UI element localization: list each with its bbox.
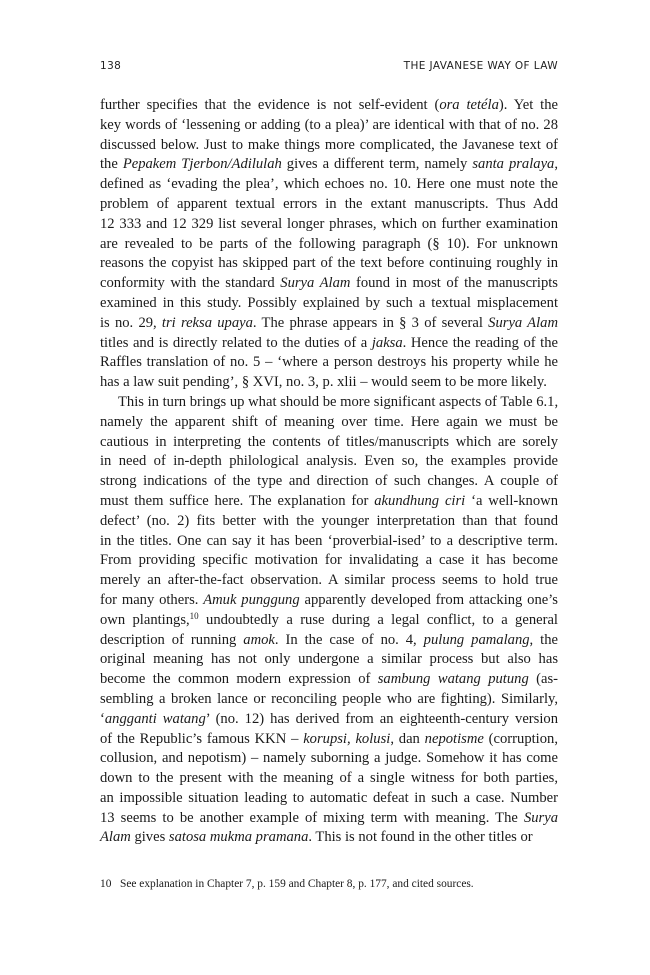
text-run: further specifies that the evidence is not self-evident ( <box>100 97 440 113</box>
text-run: description of running <box>100 631 244 648</box>
italic-term: korupsi <box>303 730 347 747</box>
text-run: titles and is directly related to the duties of a <box>100 334 372 351</box>
text-line <box>100 195 558 215</box>
italic-term: satosa mukma pramana <box>168 829 309 846</box>
text-run: sembling a broken lance or reconciling people who are fighting). Similarly, <box>100 690 558 707</box>
text-run: . This is not found in the other titles or <box>308 829 533 846</box>
text-line <box>100 551 558 571</box>
text-line <box>100 670 558 690</box>
text-line <box>100 314 558 334</box>
text-line <box>100 235 558 255</box>
text-run: This in turn brings up what should be more significant aspects of Table 6.1, <box>118 393 559 410</box>
italic-term: Amuk punggung <box>203 591 300 608</box>
text-run: of the Republic’s famous KKN – <box>100 730 304 747</box>
italic-term: pulung pamalang <box>423 631 530 648</box>
text-run: namely the apparent shift of meaning over time. Here again we must be <box>100 413 558 430</box>
text-line <box>100 96 558 116</box>
text-line <box>100 254 558 274</box>
italic-term: tri reksa upaya <box>161 314 253 331</box>
text-run: apparently developed from attacking one’s <box>299 591 558 608</box>
text-run: the <box>100 156 123 173</box>
paragraph <box>100 96 558 393</box>
text-line <box>100 155 558 175</box>
text-run: strong indications of the type and direction of such changes. A couple of <box>100 473 558 490</box>
text-line <box>100 393 558 413</box>
paragraph <box>100 393 558 848</box>
text-line <box>100 631 558 651</box>
text-line <box>100 710 558 730</box>
text-run: key words of ‘lessening or adding (to a plea)’ are identical with that of no. 28 <box>100 116 558 133</box>
text-run: must them suffice here. The explanation for <box>100 492 375 509</box>
text-run: ’ (no. 12) has derived from an eighteenth-century version <box>205 710 558 727</box>
text-run: ). Yet the <box>498 97 558 113</box>
text-line <box>100 769 558 789</box>
text-run: , <box>554 156 559 173</box>
footnote <box>100 877 558 891</box>
text-run: . The phrase appears in § 3 of several <box>252 314 489 331</box>
text-run: 13 seems to be another example of mixing term with meaning. The <box>100 809 524 826</box>
text-run: gives a different term, namely <box>281 156 473 173</box>
text-run: conformity with the standard <box>100 275 281 292</box>
text-line <box>100 730 558 750</box>
text-run: undoubtedly a ruse during a legal conflict, to a general <box>198 611 558 628</box>
footnote-number: 10 <box>100 878 112 890</box>
text-line <box>100 136 558 156</box>
text-line <box>100 472 558 492</box>
text-run: . Hence the reading of the <box>402 334 559 351</box>
text-run: merely an after-the-fact observation. A similar process seems to hold true <box>100 572 558 589</box>
text-run: in the titles. One can say it has been ‘proverbial-ised’ to a descriptive term. <box>100 532 558 549</box>
text-line <box>100 373 558 393</box>
text-run: From providing specific motivation for invalidating a case it has become <box>100 552 558 569</box>
italic-term: Surya <box>523 809 558 826</box>
text-run: become the common modern expression of <box>100 671 378 688</box>
text-line <box>100 334 558 354</box>
text-run: has a law suit pending’, § XVI, no. 3, p. xlii – would seem to be more likely. <box>100 374 547 391</box>
text-line <box>100 591 558 611</box>
italic-term: Alam <box>100 829 131 846</box>
text-line <box>100 611 558 631</box>
text-line <box>100 492 558 512</box>
italic-term: Pepakem Tjerbon/Adilulah <box>122 156 282 173</box>
text-run: reasons the copyist has skipped part of the text before continuing roughly in <box>100 255 558 272</box>
text-run: ‘ <box>100 710 105 727</box>
text-run: defined as ‘evading the plea’, which echoes no. 10. Here one must note the <box>100 176 558 193</box>
text-run: problem of apparent textual errors in the extant manuscripts. Thus Add <box>100 195 558 212</box>
text-line <box>100 789 558 809</box>
text-run: examined in this study. Possibly explained by such a textual misplacement <box>100 294 558 311</box>
text-line <box>100 749 558 769</box>
text-line <box>100 294 558 314</box>
italic-term: sambung watang putung <box>377 671 529 688</box>
text-line <box>100 571 558 591</box>
text-run: , the <box>529 631 558 648</box>
text-run: 12 333 and 12 329 list several longer phrases, which on further examination <box>100 215 558 232</box>
text-run: found in most of the manuscripts <box>350 275 558 292</box>
italic-term: akundhung ciri <box>374 492 466 509</box>
text-run: , <box>346 730 356 747</box>
italic-term: amok <box>243 631 275 648</box>
text-run: an impossible situation leading to automatic defeat in such a case. Number <box>100 789 558 806</box>
text-line <box>100 650 558 670</box>
body-text <box>100 96 558 848</box>
text-run: for many others. <box>100 591 204 608</box>
text-run: cautious in interpreting the contents of titles/manuscripts which are sorely <box>100 433 558 450</box>
italic-term: angganti watang <box>104 710 206 727</box>
text-line <box>100 532 558 552</box>
footnote-ref: 10 <box>189 610 199 621</box>
running-header <box>100 60 558 78</box>
italic-term: kolusi <box>355 730 391 747</box>
text-run: own plantings, <box>100 611 190 628</box>
text-line <box>100 690 558 710</box>
text-run: is no. 29, <box>100 314 162 331</box>
text-run: collusion, and nepotism) – namely suborning a judge. Somehow it has come <box>100 750 558 767</box>
italic-term: santa pralaya <box>472 156 555 173</box>
text-line <box>100 353 558 373</box>
text-line <box>100 512 558 532</box>
italic-term: jaksa <box>371 334 403 351</box>
italic-term: nepotisme <box>424 730 484 747</box>
text-run: are revealed to be parts of the following paragraph (§ 10). For unknown <box>100 235 558 252</box>
text-line <box>100 433 558 453</box>
text-line <box>100 828 558 848</box>
footnote-text: See explanation in Chapter 7, p. 159 and Chapter 8, p. 177, and cited sources. <box>120 878 474 890</box>
text-line <box>100 413 558 433</box>
text-run: original meaning has not only undergone a similar process but also has <box>100 651 558 668</box>
text-line <box>100 452 558 472</box>
italic-term: Surya Alam <box>488 314 558 331</box>
text-run: down to the present with the meaning of a single witness for both parties, <box>100 770 558 787</box>
text-run: (as- <box>528 671 559 688</box>
text-run: . In the case of no. 4, <box>274 631 424 648</box>
text-run: ‘a well-known <box>465 492 558 509</box>
text-line <box>100 274 558 294</box>
text-run: defect’ (no. 2) fits better with the younger interpretation than that found <box>100 512 558 529</box>
text-run: discussed below. Just to make things more complicated, the Javanese text of <box>100 136 558 153</box>
page-number: 138 <box>100 60 122 72</box>
text-run: Raffles translation of no. 5 – ‘where a person destroys his property while he <box>100 354 558 371</box>
text-line <box>100 116 558 136</box>
text-run: , dan <box>390 730 425 747</box>
italic-term: Surya Alam <box>280 275 351 292</box>
text-run: (corruption, <box>483 730 558 747</box>
text-run: in need of in-depth philological analysis. Even so, the examples provide <box>100 453 558 470</box>
text-line <box>100 215 558 235</box>
running-title: THE JAVANESE WAY OF LAW <box>403 60 558 72</box>
italic-term: ora tetéla <box>439 97 499 113</box>
text-line <box>100 175 558 195</box>
text-line <box>100 809 558 829</box>
text-run: gives <box>130 829 169 846</box>
